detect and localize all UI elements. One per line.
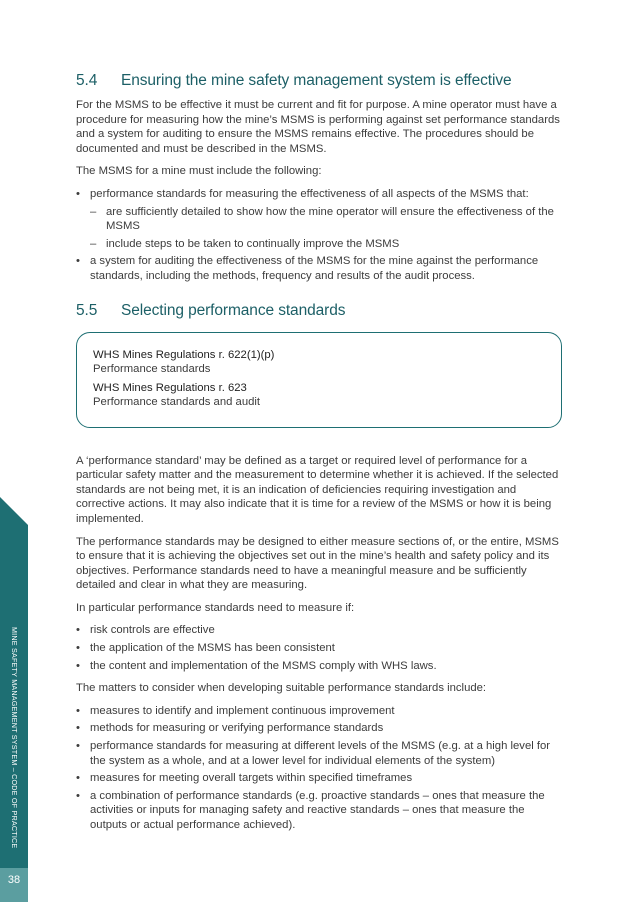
section-5-4-para2: The MSMS for a mine must include the following: <box>76 165 322 178</box>
list-item: • methods for measuring or verifying performance standards <box>76 721 562 736</box>
regulation-box <box>76 332 562 428</box>
regulation-subject: Performance standards and audit <box>93 396 261 409</box>
section-5-5-para1: A ‘performance standard’ may be defined as a target or required level of performance for a particular safety matter and the measurement to determine whether it is achieved. If the selected standards are not being met, it is an indication of deficiencies requiring investigation and corrective actions. It may also indicate that it is time for a review of the MSMS or how it is being implemented. <box>76 454 559 525</box>
list-item: • performance standards for measuring at different levels of the MSMS (e.g. at a high level for the system as a whole, and at a lower level for individual elements of the system) <box>76 739 562 768</box>
list-item-text: performance standards for measuring the effectiveness of all aspects of the MSMS that: <box>90 187 529 200</box>
section-5-4-para1: For the MSMS to be effective it must be current and fit for purpose. A mine operator must have a procedure for measuring how the mine’s MSMS is performing against set performance standards and a system for auditing to ensure the MSMS remains effective. The procedures should be documented and must be described in the MSMS. <box>76 99 560 155</box>
section-5-4-title: Ensuring the mine safety management system is effective <box>121 72 512 89</box>
sub-list-item: – include steps to be taken to continually improve the MSMS <box>76 237 562 252</box>
section-5-5-title: Selecting performance standards <box>121 301 346 319</box>
list-item: • the application of the MSMS has been consistent <box>76 641 562 656</box>
regulation-reference: WHS Mines Regulations r. 622(1)(p) <box>93 348 275 361</box>
running-title: MINE SAFETY MANAGEMENT SYSTEM – CODE OF PRACTICE <box>10 627 19 849</box>
list-item: • measures for meeting overall targets within specified timeframes <box>76 771 562 786</box>
regulation-subject: Performance standards <box>93 363 211 376</box>
list-item: • a system for auditing the effectiveness of the MSMS for the mine against the performance standards, including the methods, frequency and results of the audit process. <box>76 254 562 283</box>
regulation-reference: WHS Mines Regulations r. 623 <box>93 381 247 394</box>
sub-list <box>76 205 562 252</box>
section-5-5-para2: The performance standards may be designed to either measure sections of, or the entire, MSMS to ensure that it is achieving the objectives set out in the mine’s health and safety policy and its objectives. Performance standards need to have a meaningful measure and be sufficiently detailed and clear in what they are measuring. <box>76 535 559 592</box>
sub-list-item: – are sufficiently detailed to show how the mine operator will ensure the effectiveness of the MSMS <box>76 205 562 234</box>
section-5-5-para3: In particular performance standards need to measure if: <box>76 601 355 614</box>
section-5-4-list <box>76 187 562 284</box>
page-content <box>76 70 562 833</box>
page-number: 38 <box>7 874 21 886</box>
section-5-5-heading <box>76 300 562 322</box>
list-item: • risk controls are effective <box>76 623 562 638</box>
section-5-4-number: 5.4 <box>76 72 98 89</box>
section-5-5-para4: The matters to consider when developing suitable performance standards include: <box>76 682 487 695</box>
list-item: • measures to identify and implement continuous improvement <box>76 704 562 719</box>
list-item: • the content and implementation of the MSMS comply with WHS laws. <box>76 659 562 674</box>
considerations-list <box>76 704 562 833</box>
list-item: • a combination of performance standards (e.g. proactive standards – ones that measure the activities or inputs for managing safety and reactive standards – ones that measure the outputs or actual performance achieved). <box>76 789 562 833</box>
section-5-4-heading <box>76 70 562 92</box>
measure-list <box>76 623 562 673</box>
list-item <box>76 187 562 251</box>
section-5-5-number: 5.5 <box>76 301 98 319</box>
